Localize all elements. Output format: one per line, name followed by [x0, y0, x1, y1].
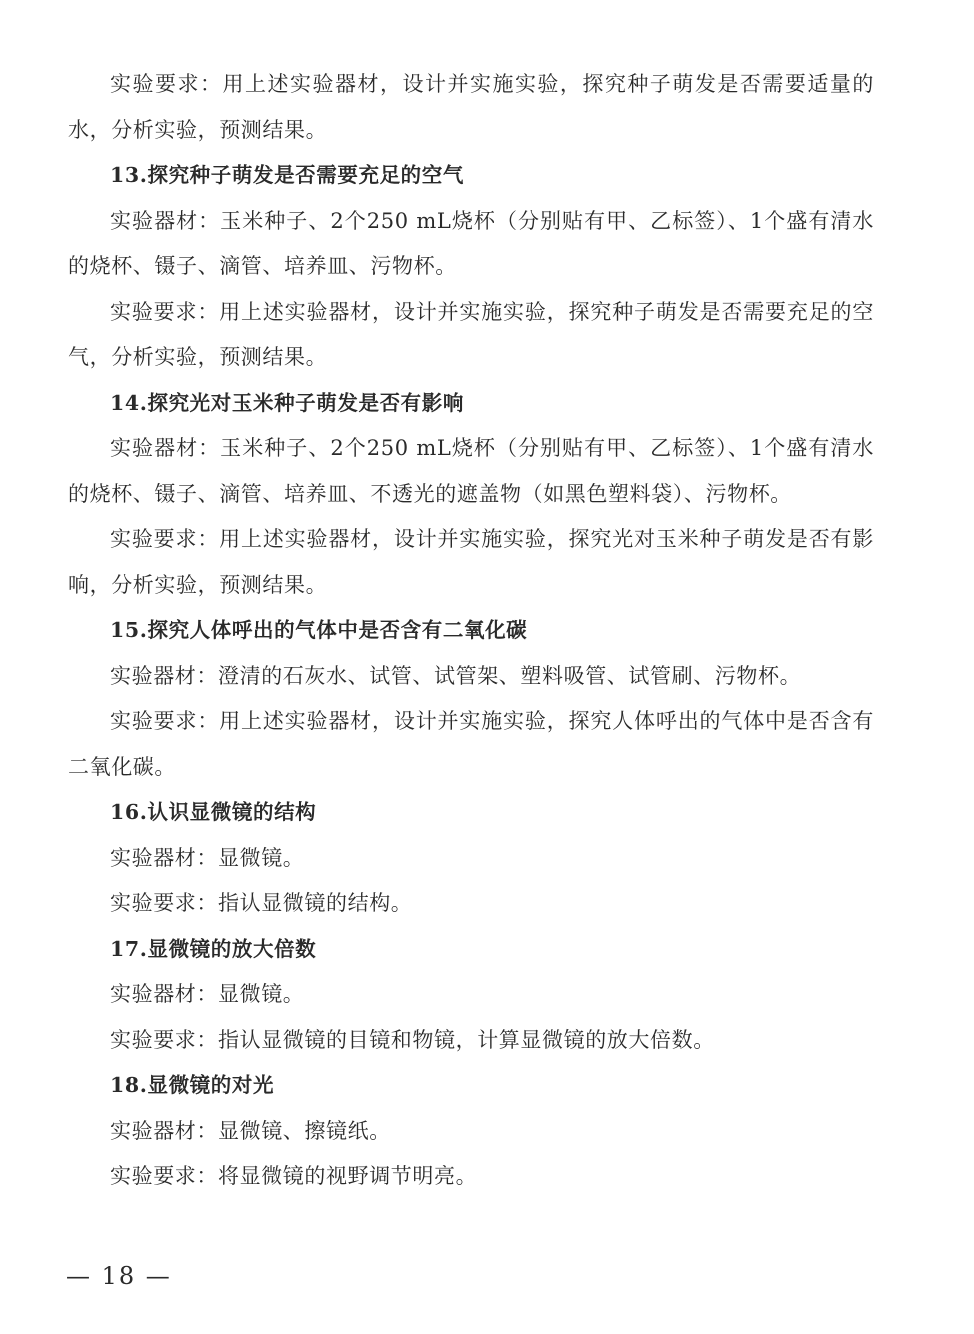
paragraph: 实验器材：玉米种子、2个250 mL烧杯（分别贴有甲、乙标签）、1个盛有清水的烧杯、镊子、滴管、培养皿、不透光的遮盖物（如黑色塑料袋）、污物杯。 [68, 436, 874, 506]
paragraph: 实验要求：用上述实验器材，设计并实施实验，探究种子萌发是否需要适量的水，分析实验，预测结果。 [68, 72, 874, 142]
section-heading: 18.显微镜的对光 [110, 1073, 275, 1097]
document-body [68, 62, 874, 1200]
page-number: — 18 — [66, 1262, 172, 1290]
paragraph: 实验要求：指认显微镜的目镜和物镜，计算显微镜的放大倍数。 [110, 1027, 715, 1052]
paragraph: 实验器材：玉米种子、2个250 mL烧杯（分别贴有甲、乙标签）、1个盛有清水的烧杯、镊子、滴管、培养皿、污物杯。 [68, 208, 874, 278]
paragraph: 实验要求：用上述实验器材，设计并实施实验，探究人体呼出的气体中是否含有二氧化碳。 [68, 709, 874, 779]
section-heading: 16.认识显微镜的结构 [110, 800, 317, 824]
paragraph: 实验要求：将显微镜的视野调节明亮。 [110, 1164, 478, 1188]
paragraph: 实验器材：澄清的石灰水、试管、试管架、塑料吸管、试管刷、污物杯。 [110, 663, 802, 688]
paragraph: 实验要求：用上述实验器材，设计并实施实验，探究光对玉米种子萌发是否有影响，分析实验，预测结果。 [68, 527, 874, 597]
paragraph: 实验器材：显微镜。 [110, 845, 305, 870]
section-heading: 14.探究光对玉米种子萌发是否有影响 [110, 390, 464, 415]
paragraph: 实验器材：显微镜。 [110, 982, 305, 1006]
paragraph: 实验要求：用上述实验器材，设计并实施实验，探究种子萌发是否需要充足的空气，分析实验，预测结果。 [68, 299, 874, 369]
paragraph: 实验要求：指认显微镜的结构。 [110, 891, 413, 915]
section-heading: 17.显微镜的放大倍数 [110, 936, 317, 961]
section-heading: 15.探究人体呼出的气体中是否含有二氧化碳 [110, 618, 528, 642]
paragraph: 实验器材：显微镜、擦镜纸。 [110, 1118, 391, 1143]
section-heading: 13.探究种子萌发是否需要充足的空气 [110, 163, 464, 187]
